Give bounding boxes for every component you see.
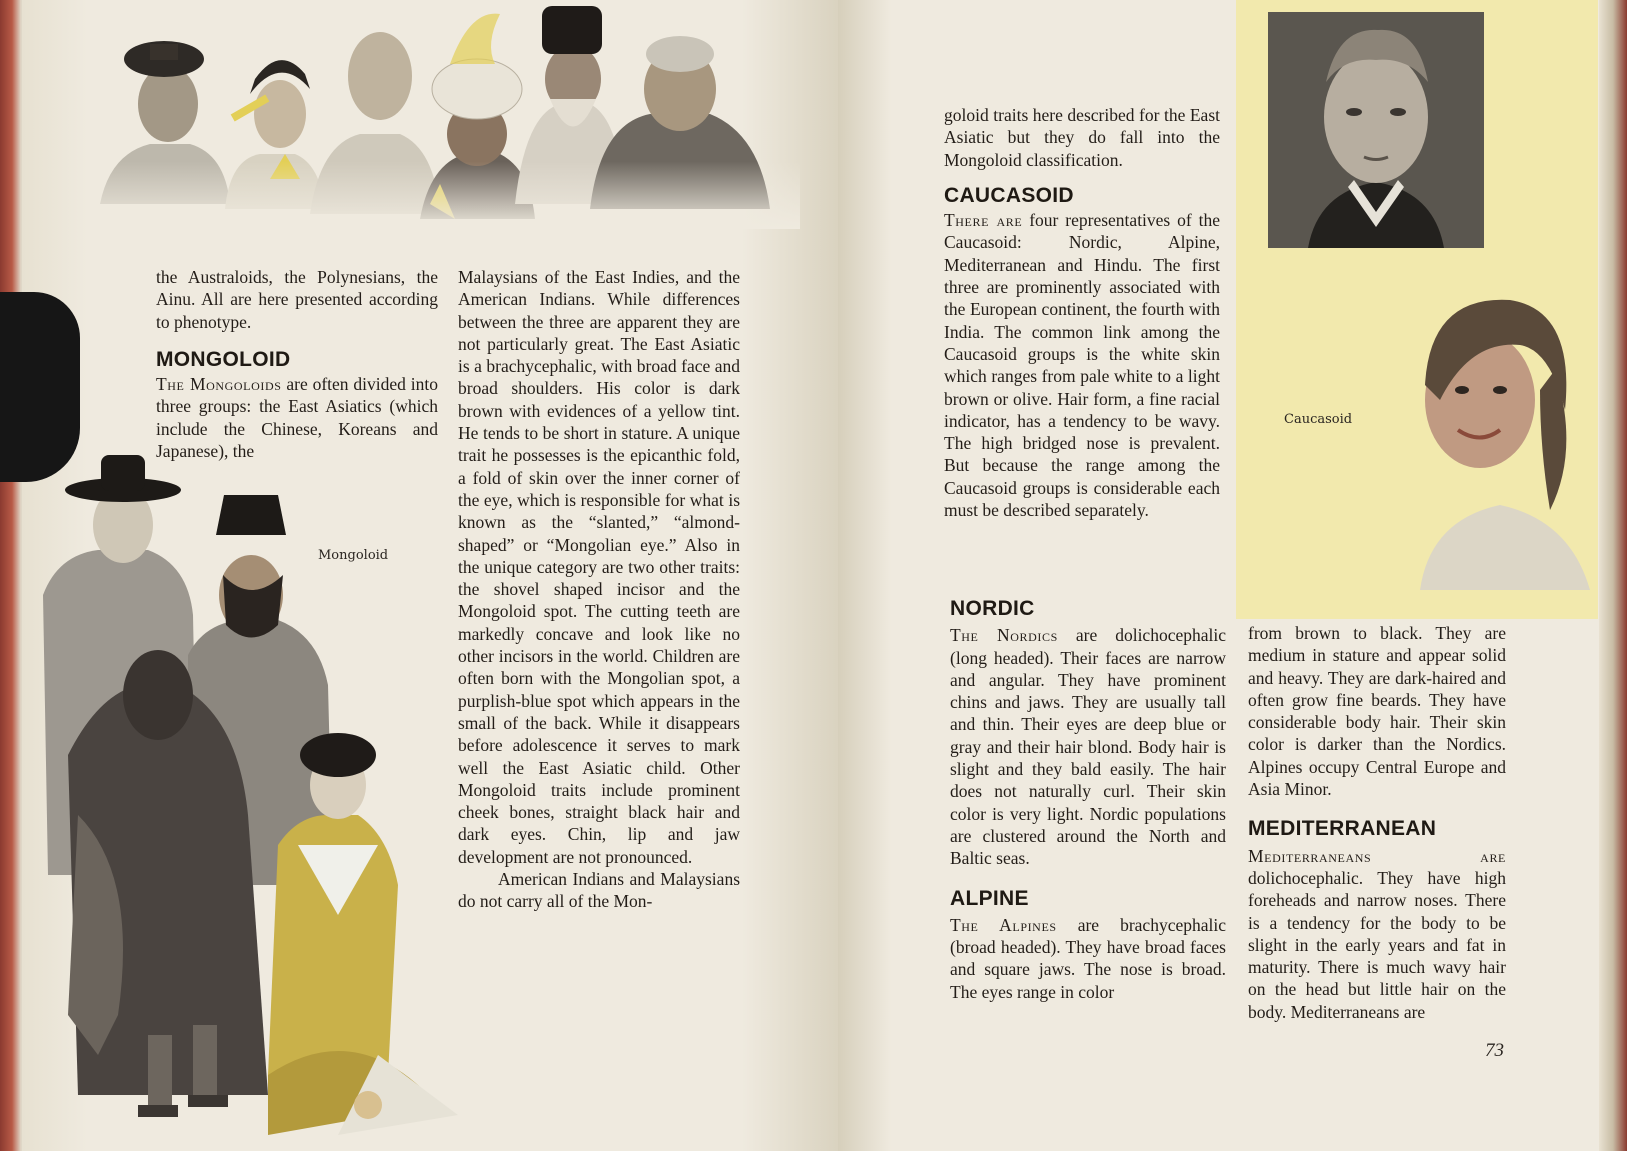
caucasoid-man-photo <box>1268 12 1484 248</box>
alpine-lead: The Alpines <box>950 914 1057 935</box>
heading-mongoloid: MONGOLOID <box>156 347 291 371</box>
heading-caucasoid: CAUCASOID <box>944 183 1074 207</box>
alpine-text: are brachycephalic (broad headed). They have broad faces and square jaws. The nose is broad. The eyes range in color <box>950 914 1226 1002</box>
left-column-2 <box>458 266 740 913</box>
intro-paragraph: the Australoids, the Polynesians, the Ainu. All are here presented according to phenotype. <box>156 267 438 332</box>
caucasoid-woman-photo <box>1400 290 1600 590</box>
alpine-continuation: from brown to black. They are medium in stature and appear solid and heavy. They are dark-haired and often grow fine beards. They have considerable body hair. Their skin color is darker than the Nordics. Alpines occupy Central Europe and Asia Minor. <box>1248 623 1506 800</box>
east-asiatic-paragraph: Malaysians of the East Indies, and the American Indians. While differences between the three are apparent they are not particularly great. The East Asiatic is a brachycephalic, with broad face and broad shoulders. His color is dark brown with evidences of a yellow tint. He tends to be short in stature. A unique trait he possesses is the epicanthic fold, a fold of skin over the inner corner of the eye, which is responsible for what is known as the “slanted,” “almond-shaped” or “Mongolian eye.” Also in the unique category are two other traits: the shovel shaped incisor and the Mongoloid spot. The cutting teeth are markedly concave and look like no other incisors in the world. Children are often born with the Mongolian spot, a purplish-blue spot which appears in the small of the back. While it disappears before adolescence it serves to mark well the East Asiatic child. Other Mongoloid traits include prominent cheek bones, straight black hair and dark eyes. Chin, lip and jaw development are not pronounced. <box>458 267 740 867</box>
caucasoid-text: four representatives of the Caucasoid: Nordic, Alpine, Mediterranean and Hindu. The first three are prominently associated with the European continent, the fourth with India. The common link among the Caucasoid groups is the white skin which ranges from pale white to a light brown or olive. Hair form, a fine racial indicator, has a tendency to be wavy. The high bridged nose is prevalent. But because the range among the Caucasoid groups is considerable each must be described separately. <box>944 210 1221 521</box>
heading-alpine: ALPINE <box>950 886 1029 910</box>
mongoloid-lead: The Mongoloids <box>156 374 282 395</box>
mediterranean-lead: Mediterraneans are <box>1248 845 1506 866</box>
mongoloid-paragraph <box>156 373 438 462</box>
caption-mongoloid: Mongoloid <box>318 548 389 563</box>
right-column-2 <box>1248 622 1506 1023</box>
tab-marker <box>0 292 80 482</box>
alpine-paragraph <box>950 914 1226 1003</box>
right-column-1-lower <box>950 598 1226 1003</box>
nordic-text: are dolichocephalic (long headed). Their faces are narrow and angular. They have prominent chins and jaws. They are usually tall and thin. Their eyes are deep blue or gray and their hair blond. Body hair is slight and they bald easily. The hair does not naturally curl. Their skin color is very light. Nordic populations are clustered around the North and Baltic seas. <box>950 625 1226 869</box>
heading-mediterranean: MEDITERRANEAN <box>1248 817 1437 841</box>
caption-caucasoid: Caucasoid <box>1284 412 1353 427</box>
page-number: 73 <box>1485 1040 1504 1061</box>
caucasoid-paragraph <box>944 209 1220 521</box>
asian-peoples-illustration <box>90 4 800 229</box>
mongoloid-text: are often divided into three groups: the East Asiatics (which include the Chinese, Koreans and Japanese), the <box>156 374 438 462</box>
mongoloid-continuation: goloid traits here described for the East Asiatic but they do fall into the Mongoloid classification. <box>944 105 1220 170</box>
mediterranean-text: dolichocephalic. They have high foreheads and narrow noses. There is a tendency for the body to be slight in the early years and fat in maturity. There is much wavy hair on the head but little hair on the body. Mediterraneans are <box>1248 867 1506 1022</box>
left-column-1 <box>156 266 438 462</box>
mediterranean-paragraph <box>1248 845 1506 1023</box>
nordic-lead: The Nordics <box>950 625 1058 646</box>
mongoloid-group-illustration <box>38 455 468 1135</box>
nordic-paragraph <box>950 624 1226 869</box>
right-column-1 <box>944 104 1220 521</box>
book-edge-right <box>1599 0 1627 1151</box>
caucasoid-lead: There are <box>944 210 1023 231</box>
american-indians-paragraph: American Indians and Malaysians do not carry all of the Mon- <box>458 869 740 912</box>
heading-nordic: NORDIC <box>950 597 1035 620</box>
